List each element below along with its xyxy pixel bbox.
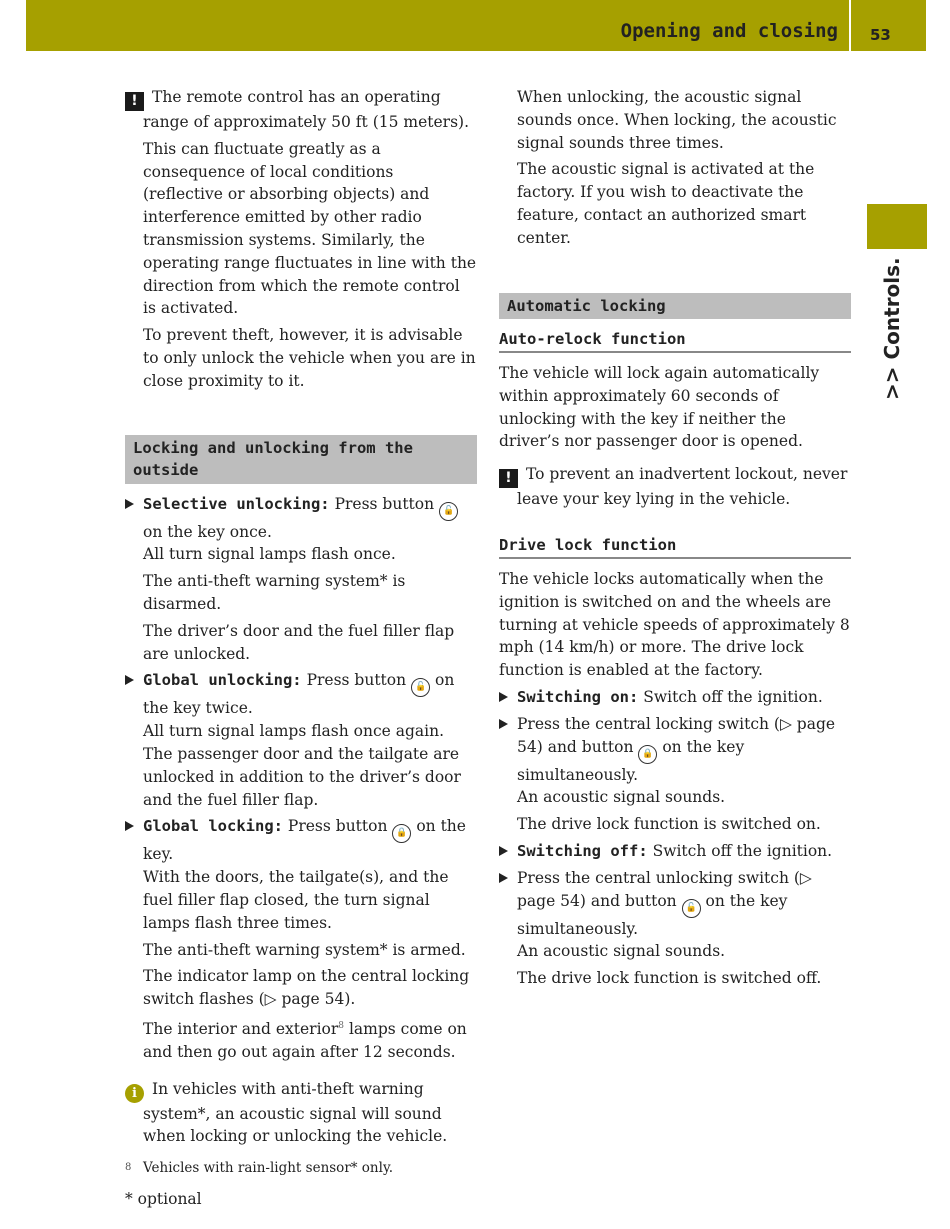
step-text: Press the central unlocking switch (▷ page 54) and button [517, 868, 812, 910]
lockout-warning-note [499, 463, 851, 511]
info-icon: i [125, 1084, 144, 1103]
step-text-tail: on the key twice. [143, 671, 455, 718]
right-column [499, 86, 851, 990]
step-selective-unlocking [125, 493, 477, 666]
footnote-text: Vehicles with rain-light sensor* only. [143, 1160, 394, 1176]
lockout-warning-text: To prevent an inadvertent lockout, never leave your key lying in the vehicle. [517, 465, 848, 509]
page-number: 53 [870, 26, 891, 44]
step-press-locking-switch [499, 713, 851, 836]
unlock-button-icon: 🔓 [682, 899, 701, 918]
info-note-text: In vehicles with anti-theft warning system*, an acoustic signal will sound when locking or unlocking the vehicle. [143, 1079, 448, 1146]
page-title: Opening and closing [620, 20, 838, 42]
step-arrow-icon [125, 499, 134, 509]
step-press-unlocking-switch [499, 867, 851, 990]
step-detail: The anti-theft warning system* is armed. [143, 940, 466, 959]
step-global-locking [125, 815, 477, 1063]
acoustic-signal-text-2: The acoustic signal is activated at the factory. If you wish to deactivate the feature, contact an authorized smart center. [517, 160, 815, 247]
warning-icon: ! [125, 92, 144, 111]
step-text-tail: on the key. [143, 817, 466, 864]
footnote [125, 1158, 485, 1178]
unlock-button-icon: 🔓 [411, 678, 430, 697]
step-arrow-icon [125, 675, 134, 685]
step-switching-off [499, 840, 851, 863]
info-note [125, 1078, 477, 1149]
footnote-number: 8 [125, 1162, 132, 1173]
step-text: Switch off the ignition. [652, 842, 833, 861]
step-detail: The drive lock function is switched on. [517, 815, 821, 834]
step-text-tail: on the key simultaneously. [517, 737, 745, 784]
left-column [125, 86, 477, 1148]
unlock-button-icon: 🔓 [439, 502, 458, 521]
step-arrow-icon [499, 692, 508, 702]
header-divider [849, 0, 851, 51]
step-arrow-icon [499, 846, 508, 856]
side-tab [867, 204, 927, 249]
step-detail: The driver’s door and the fuel filler flap are unlocked. [143, 621, 455, 663]
range-warning-text-3: To prevent theft, however, it is advisable to only unlock the vehicle when you are in close proximity to it. [143, 326, 476, 390]
acoustic-signal-text: When unlocking, the acoustic signal sounds once. When locking, the acoustic signal sounds three times. [517, 88, 837, 152]
drive-lock-text: The vehicle locks automatically when the ignition is switched on and the wheels are turning at vehicle speeds of approximately 8 mph (14 km/h) or more. The drive lock function is enabled at the factory. [499, 570, 850, 680]
step-text: Press button [287, 817, 388, 836]
step-detail-text: The interior and exterior [143, 1020, 339, 1039]
warning-icon: ! [499, 469, 518, 488]
step-arrow-icon [499, 873, 508, 883]
step-text: Press button [306, 671, 407, 690]
subheading-auto-relock: Auto-relock function [499, 330, 851, 353]
step-arrow-icon [499, 719, 508, 729]
range-warning-note [125, 86, 477, 393]
step-result: An acoustic signal sounds. [517, 942, 726, 961]
step-label: Switching on: [517, 688, 639, 707]
step-label: Selective unlocking: [143, 494, 330, 513]
lock-button-icon: 🔒 [638, 745, 657, 764]
step-text: Switch off the ignition. [643, 688, 823, 707]
section-heading-automatic-locking: Automatic locking [499, 293, 851, 320]
step-detail: The anti-theft warning system* is disarmed. [143, 572, 406, 613]
subheading-drive-lock: Drive lock function [499, 536, 851, 559]
step-result: With the doors, the tailgate(s), and the fuel filler flap closed, the turn signal lamps flash three times. [143, 868, 449, 932]
step-detail [143, 1015, 477, 1064]
step-text-tail: on the key once. [143, 522, 272, 541]
footnote-ref: 8 [338, 1020, 345, 1031]
optional-note: * optional [125, 1190, 202, 1208]
step-detail: The drive lock function is switched off. [517, 969, 822, 988]
side-tab-label-wrap [880, 257, 910, 402]
step-switching-on [499, 686, 851, 709]
step-label: Global locking: [143, 817, 283, 836]
step-result: All turn signal lamps flash once again. The passenger door and the tailgate are unlocked in addition to the driver’s door and the fuel filler flap. [143, 722, 461, 809]
range-warning-text-2: This can fluctuate greatly as a consequence of local conditions (reflective or absorbing objects) and interference emitted by other radio transmission systems. Similarly, the operating range fluctuates in line with the direction from which the remote control is activated. [143, 139, 477, 318]
side-tab-label: >> Controls. [880, 257, 904, 400]
lock-button-icon: 🔒 [392, 824, 411, 843]
step-arrow-icon [125, 821, 134, 831]
section-heading-locking-unlocking: Locking and unlocking from the outside [125, 435, 477, 484]
step-label: Switching off: [517, 842, 648, 861]
step-text-tail: on the key simultaneously. [517, 891, 788, 938]
step-detail-text-tail: lamps come on and then go out again after 12 seconds. [143, 1020, 467, 1061]
step-result: All turn signal lamps flash once. [143, 545, 396, 564]
step-text: Press the central locking switch (▷ page 54) and button [517, 714, 836, 756]
step-result: An acoustic signal sounds. [517, 788, 726, 807]
step-global-unlocking [125, 669, 477, 811]
step-text: Press button [334, 494, 435, 513]
step-label: Global unlocking: [143, 671, 302, 690]
range-warning-text: The remote control has an operating range of approximately 50 ft (15 meters). [143, 88, 470, 131]
auto-relock-text: The vehicle will lock again automatically within approximately 60 seconds of unlocking with the key if neither the driver’s nor passenger door is opened. [499, 364, 820, 451]
step-detail: The indicator lamp on the central locking switch flashes (▷ page 54). [143, 967, 470, 1009]
